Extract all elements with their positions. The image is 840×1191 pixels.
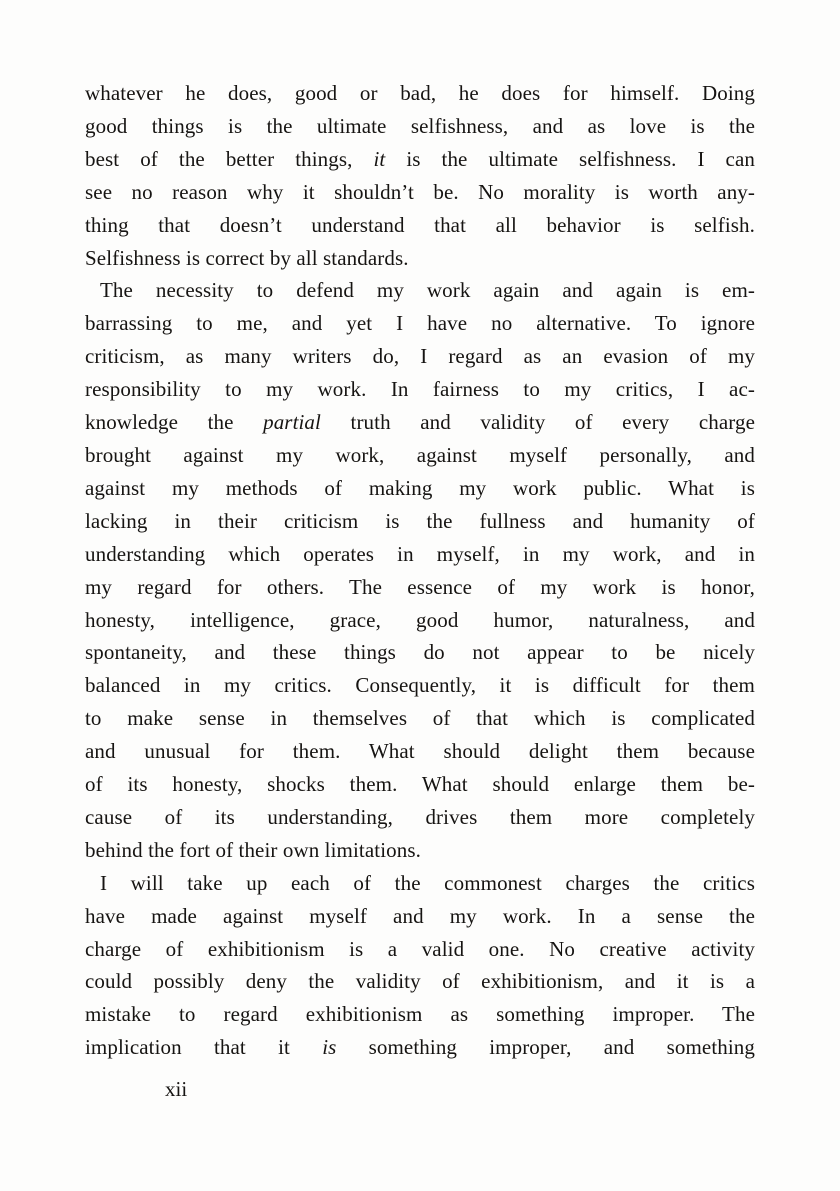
text-line: responsibility to my work. In fairness to my critics, I ac- xyxy=(85,377,755,402)
text-line: spontaneity, and these things do not appear to be nicely xyxy=(85,640,755,665)
text-line: criticism, as many writers do, I regard as an evasion of my xyxy=(85,344,755,369)
paragraph xyxy=(85,274,755,866)
text-line: of its honesty, shocks them. What should enlarge them be- xyxy=(85,772,755,797)
text-line: behind the fort of their own limitations. xyxy=(85,837,421,862)
text-line: thing that doesn’t understand that all behavior is selfish. xyxy=(85,212,755,237)
paragraph xyxy=(85,867,755,1064)
text-line: Selfishness is correct by all standards. xyxy=(85,245,409,270)
text-line: brought against my work, against myself personally, and xyxy=(85,442,755,467)
text-line: against my methods of making my work public. What is xyxy=(85,475,755,500)
text-line: could possibly deny the validity of exhibitionism, and it is a xyxy=(85,969,755,994)
text-block xyxy=(85,77,755,1064)
text-line: cause of its understanding, drives them more completely xyxy=(85,804,755,829)
text-line: balanced in my critics. Consequently, it is difficult for them xyxy=(85,673,755,698)
text-line: and unusual for them. What should delight them because xyxy=(85,739,755,764)
page-number: xii xyxy=(165,1077,188,1101)
text-line: have made against myself and my work. In a sense the xyxy=(85,903,755,928)
text-line: charge of exhibitionism is a valid one. No creative activity xyxy=(85,936,755,961)
text-line: see no reason why it shouldn’t be. No morality is worth any- xyxy=(85,179,755,204)
text-line: good things is the ultimate selfishness, and as love is the xyxy=(85,113,755,138)
text-line: implication that it is something improper, and something xyxy=(85,1035,755,1060)
text-line: best of the better things, it is the ultimate selfishness. I can xyxy=(85,146,755,171)
text-line: knowledge the partial truth and validity of every charge xyxy=(85,410,755,435)
text-line: my regard for others. The essence of my work is honor, xyxy=(85,574,755,599)
text-line: to make sense in themselves of that which is complicated xyxy=(85,706,755,731)
text-line: mistake to regard exhibitionism as something improper. The xyxy=(85,1002,755,1027)
text-line: lacking in their criticism is the fullness and humanity of xyxy=(85,508,755,533)
text-line: understanding which operates in myself, in my work, and in xyxy=(85,541,755,566)
text-line: barrassing to me, and yet I have no alternative. To ignore xyxy=(85,311,755,336)
text-line: I will take up each of the commonest charges the critics xyxy=(100,870,755,895)
text-line: honesty, intelligence, grace, good humor, naturalness, and xyxy=(85,607,755,632)
paragraph xyxy=(85,77,755,274)
text-line: The necessity to defend my work again and again is em- xyxy=(100,278,755,303)
text-line: whatever he does, good or bad, he does for himself. Doing xyxy=(85,81,755,105)
